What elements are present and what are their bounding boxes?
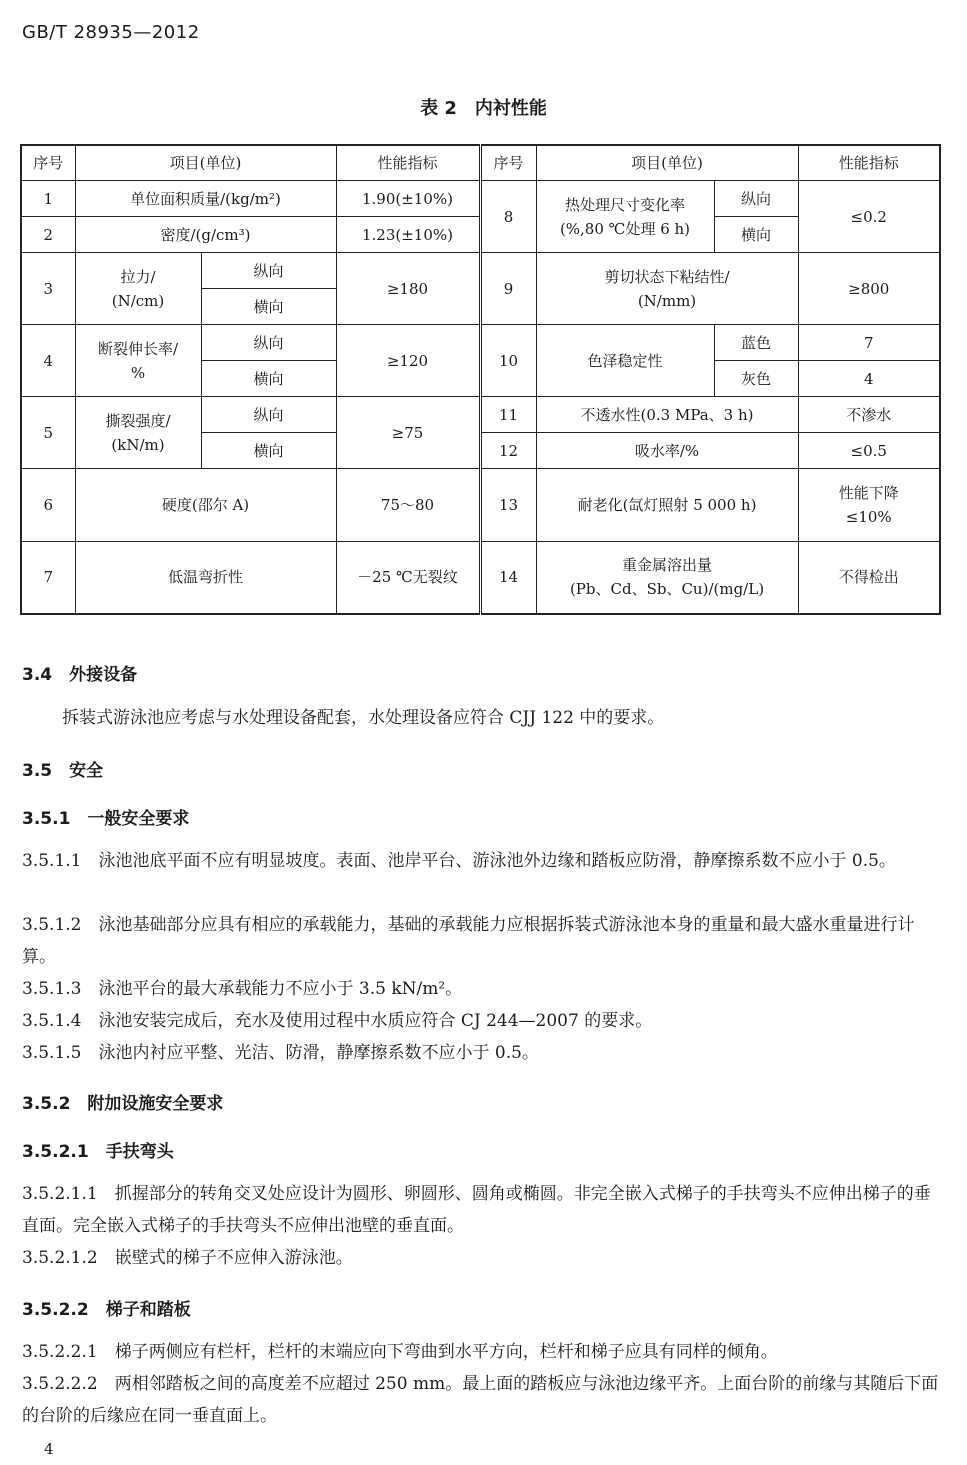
section-heading-3-5: 3.5 安全 bbox=[22, 761, 104, 781]
row-no: 11 bbox=[480, 397, 536, 433]
row-item: 拉力/ (N/cm) bbox=[75, 253, 201, 325]
row-sub: 纵向 bbox=[714, 181, 798, 217]
row-no: 14 bbox=[480, 542, 536, 614]
row-no: 2 bbox=[21, 217, 75, 253]
header-item: 项目(单位) bbox=[75, 145, 336, 181]
row-sub: 横向 bbox=[201, 433, 336, 469]
row-sub: 纵向 bbox=[201, 325, 336, 361]
row-no: 5 bbox=[21, 397, 75, 469]
row-item: 断裂伸长率/ % bbox=[75, 325, 201, 397]
row-item: 密度/(g/cm³) bbox=[75, 217, 336, 253]
row-item: 撕裂强度/ (kN/m) bbox=[75, 397, 201, 469]
row-spec: 性能下降 ≤10% bbox=[798, 469, 940, 542]
row-no: 4 bbox=[21, 325, 75, 397]
row-spec: ≥75 bbox=[336, 397, 480, 469]
row-sub: 横向 bbox=[201, 289, 336, 325]
clause-3-5-1-4: 3.5.1.4 泳池安装完成后，充水及使用过程中水质应符合 CJ 244—2007 的要求。 bbox=[22, 1011, 653, 1031]
paragraph-3-4: 拆装式游泳池应考虑与水处理设备配套，水处理设备应符合 CJJ 122 中的要求。 bbox=[62, 708, 665, 728]
row-item: 色泽稳定性 bbox=[536, 325, 714, 397]
clause-3-5-1-3: 3.5.1.3 泳池平台的最大承载能力不应小于 3.5 kN/m²。 bbox=[22, 979, 463, 999]
clause-3-5-1-5: 3.5.1.5 泳池内衬应平整、光洁、防滑，静摩擦系数不应小于 0.5。 bbox=[22, 1043, 539, 1063]
row-item: 重金属溶出量 (Pb、Cd、Sb、Cu)/(mg/L) bbox=[536, 542, 798, 614]
clause-3-5-2-1-2: 3.5.2.1.2 嵌壁式的梯子不应伸入游泳池。 bbox=[22, 1248, 353, 1268]
row-no: 7 bbox=[21, 542, 75, 614]
header-no: 序号 bbox=[21, 145, 75, 181]
row-no: 12 bbox=[480, 433, 536, 469]
row-item: 热处理尺寸变化率 (%,80 ℃处理 6 h) bbox=[536, 181, 714, 253]
row-spec: －25 ℃无裂纹 bbox=[336, 542, 480, 614]
clause-3-5-2-1-1: 3.5.2.1.1 抓握部分的转角交叉处应设计为圆形、卵圆形、圆角或椭圆。非完全嵌入式梯子的手扶弯头不应伸出梯子的垂直面。完全嵌入式梯子的手扶弯头不应伸出池壁的垂直面。 bbox=[22, 1184, 931, 1236]
row-spec: 不渗水 bbox=[798, 397, 940, 433]
section-heading-3-5-2-1: 3.5.2.1 手扶弯头 bbox=[22, 1142, 174, 1162]
table-caption: 表 2 内衬性能 bbox=[420, 98, 547, 119]
row-spec: 1.90(±10%) bbox=[336, 181, 480, 217]
row-spec: 1.23(±10%) bbox=[336, 217, 480, 253]
row-no: 8 bbox=[480, 181, 536, 253]
clause-3-5-2-2-2: 3.5.2.2.2 两相邻踏板之间的高度差不应超过 250 mm。最上面的踏板应与泳池边缘平齐。上面台阶的前缘与其随后下面的台阶的后缘应在同一垂直面上。 bbox=[22, 1374, 939, 1426]
row-sub: 横向 bbox=[201, 361, 336, 397]
clause-3-5-2-2-1: 3.5.2.2.1 梯子两侧应有栏杆，栏杆的末端应向下弯曲到水平方向，栏杆和梯子应具有同样的倾角。 bbox=[22, 1342, 778, 1362]
lining-performance-table bbox=[20, 144, 941, 615]
clause-3-5-1-2: 3.5.1.2 泳池基础部分应具有相应的承载能力，基础的承载能力应根据拆装式游泳池本身的重量和最大盛水重量进行计算。 bbox=[22, 915, 915, 967]
row-spec: ≥180 bbox=[336, 253, 480, 325]
row-sub: 蓝色 bbox=[714, 325, 798, 361]
header-spec: 性能指标 bbox=[798, 145, 940, 181]
row-spec: 75～80 bbox=[336, 469, 480, 542]
row-sub: 纵向 bbox=[201, 397, 336, 433]
row-no: 10 bbox=[480, 325, 536, 397]
clause-3-5-1-1: 3.5.1.1 泳池池底平面不应有明显坡度。表面、池岸平台、游泳池外边缘和踏板应防滑，静摩擦系数不应小于 0.5。 bbox=[22, 851, 896, 871]
row-sub: 纵向 bbox=[201, 253, 336, 289]
row-item: 单位面积质量/(kg/m²) bbox=[75, 181, 336, 217]
row-no: 9 bbox=[480, 253, 536, 325]
row-item: 耐老化(氙灯照射 5 000 h) bbox=[536, 469, 798, 542]
row-no: 6 bbox=[21, 469, 75, 542]
section-heading-3-4: 3.4 外接设备 bbox=[22, 665, 138, 685]
section-heading-3-5-1: 3.5.1 一般安全要求 bbox=[22, 809, 190, 829]
row-spec: ≤0.2 bbox=[798, 181, 940, 253]
row-item: 低温弯折性 bbox=[75, 542, 336, 614]
row-spec: 4 bbox=[798, 361, 940, 397]
row-spec: ≤0.5 bbox=[798, 433, 940, 469]
row-item: 吸水率/% bbox=[536, 433, 798, 469]
header-no: 序号 bbox=[480, 145, 536, 181]
row-no: 13 bbox=[480, 469, 536, 542]
page-number: 4 bbox=[44, 1440, 54, 1458]
header-item: 项目(单位) bbox=[536, 145, 798, 181]
section-heading-3-5-2-2: 3.5.2.2 梯子和踏板 bbox=[22, 1300, 191, 1320]
row-item: 剪切状态下粘结性/ (N/mm) bbox=[536, 253, 798, 325]
standard-code: GB/T 28935—2012 bbox=[22, 22, 200, 43]
row-item: 不透水性(0.3 MPa、3 h) bbox=[536, 397, 798, 433]
row-item: 硬度(邵尔 A) bbox=[75, 469, 336, 542]
section-heading-3-5-2: 3.5.2 附加设施安全要求 bbox=[22, 1094, 224, 1114]
row-spec: ≥800 bbox=[798, 253, 940, 325]
header-spec: 性能指标 bbox=[336, 145, 480, 181]
row-no: 3 bbox=[21, 253, 75, 325]
row-no: 1 bbox=[21, 181, 75, 217]
row-spec: ≥120 bbox=[336, 325, 480, 397]
row-spec: 7 bbox=[798, 325, 940, 361]
row-sub: 横向 bbox=[714, 217, 798, 253]
row-sub: 灰色 bbox=[714, 361, 798, 397]
row-spec: 不得检出 bbox=[798, 542, 940, 614]
